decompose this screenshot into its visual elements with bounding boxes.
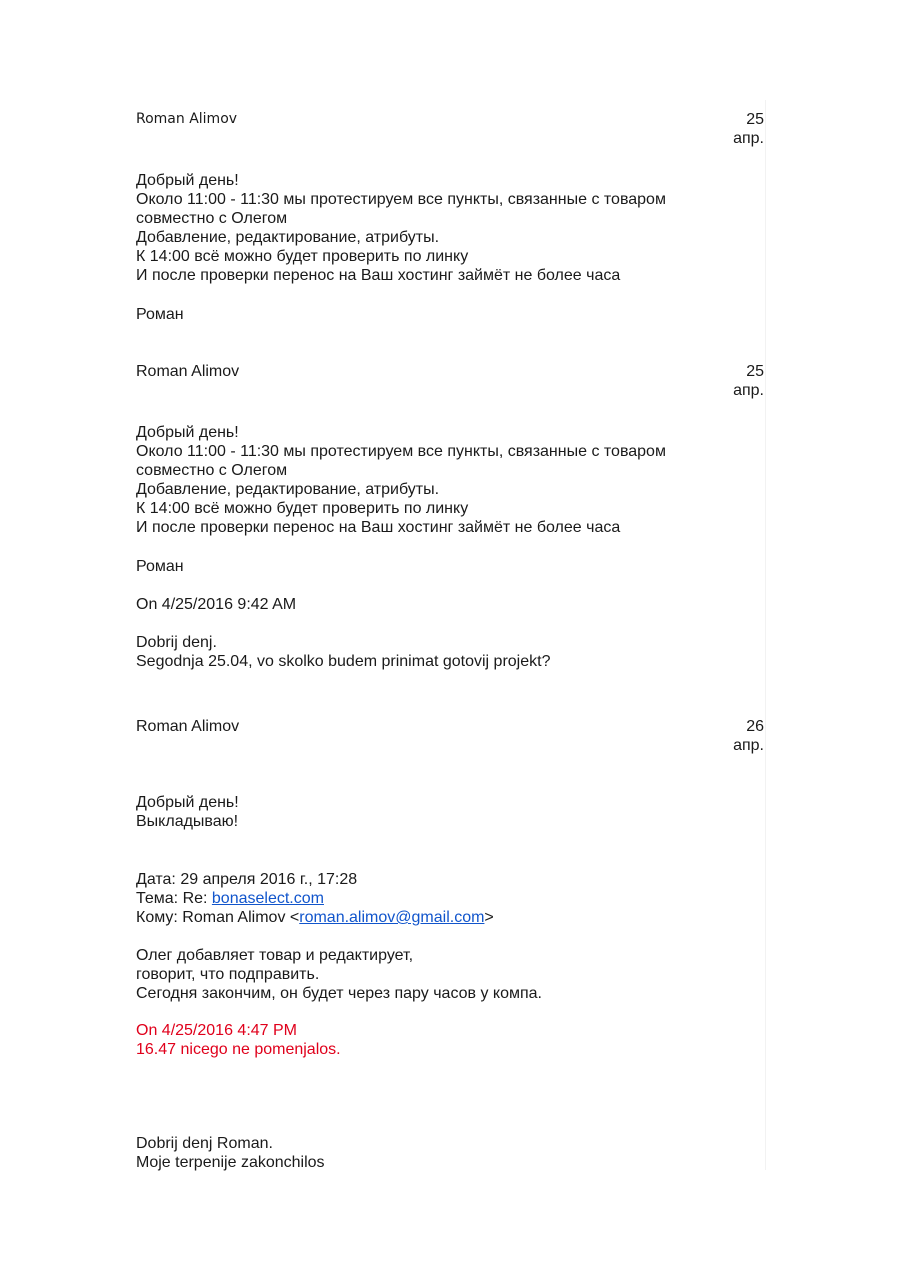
quoted-text (136, 633, 550, 671)
message-body (136, 423, 666, 537)
forward-subject (136, 889, 494, 908)
message-body (136, 171, 666, 285)
body-line: И после проверки перенос на Ваш хостинг займёт не более часа (136, 267, 621, 284)
signature: Роман (136, 306, 184, 323)
closing-line: Dobrij denj Roman. (136, 1135, 273, 1152)
red-quote-header: On 4/25/2016 4:47 PM (136, 1022, 297, 1039)
closing-line: Moje terpenije zakonchilos (136, 1154, 325, 1171)
body-line: совместно с Олегом (136, 462, 288, 479)
body-line: Добавление, редактирование, атрибуты. (136, 229, 440, 246)
to-suffix: > (484, 909, 494, 926)
forward-to (136, 908, 494, 927)
quote-line: Segodnja 25.04, vo skolko budem prinimat gotovij projekt? (136, 653, 551, 670)
body-line: Добрый день! (136, 794, 239, 811)
forwarded-body (136, 946, 542, 1003)
date-month: апр. (733, 130, 764, 147)
forward-date: Дата: 29 апреля 2016 г., 17:28 (136, 871, 358, 888)
body-line: Сегодня закончим, он будет через пару часов у компа. (136, 985, 542, 1002)
message-date (733, 717, 764, 755)
quote-header: On 4/25/2016 9:42 AM (136, 596, 297, 613)
body-line: К 14:00 всё можно будет проверить по линку (136, 248, 469, 265)
forwarded-header (136, 870, 494, 927)
date-day: 25 (746, 363, 764, 380)
sender-name: Roman Alimov (136, 363, 240, 380)
quote-line: Dobrij denj. (136, 634, 217, 651)
date-day: 25 (746, 111, 764, 128)
closing-text (136, 1134, 325, 1172)
subject-link[interactable]: bonaselect.com (211, 890, 324, 907)
body-line: говорит, что подправить. (136, 966, 320, 983)
body-line: совместно с Олегом (136, 210, 288, 227)
to-label: Кому: Roman Alimov < (136, 909, 300, 926)
message-date (733, 362, 764, 400)
body-line: Добавление, редактирование, атрибуты. (136, 481, 440, 498)
body-line: К 14:00 всё можно будет проверить по линку (136, 500, 469, 517)
signature: Роман (136, 558, 184, 575)
date-month: апр. (733, 382, 764, 399)
body-line: И после проверки перенос на Ваш хостинг займёт не более часа (136, 519, 621, 536)
sender-name: Roman Alimov (136, 718, 240, 735)
subject-label: Тема: Re: (136, 890, 212, 907)
body-line: Олег добавляет товар и редактирует, (136, 947, 414, 964)
body-line: Около 11:00 - 11:30 мы протестируем все пункты, связанные с товаром (136, 191, 666, 208)
red-quote (136, 1021, 341, 1059)
message-date (733, 110, 764, 148)
body-line: Около 11:00 - 11:30 мы протестируем все пункты, связанные с товаром (136, 443, 666, 460)
date-day: 26 (746, 718, 764, 735)
date-month: апр. (733, 737, 764, 754)
body-line: Добрый день! (136, 424, 239, 441)
email-link[interactable]: roman.alimov@gmail.com (299, 909, 485, 926)
red-quote-text: 16.47 nicego ne pomenjalos. (136, 1041, 341, 1058)
page-edge (765, 100, 766, 1170)
sender-name: Roman Alimov (136, 111, 238, 127)
body-line: Добрый день! (136, 172, 239, 189)
body-line: Выкладываю! (136, 813, 239, 830)
message-body (136, 793, 239, 831)
